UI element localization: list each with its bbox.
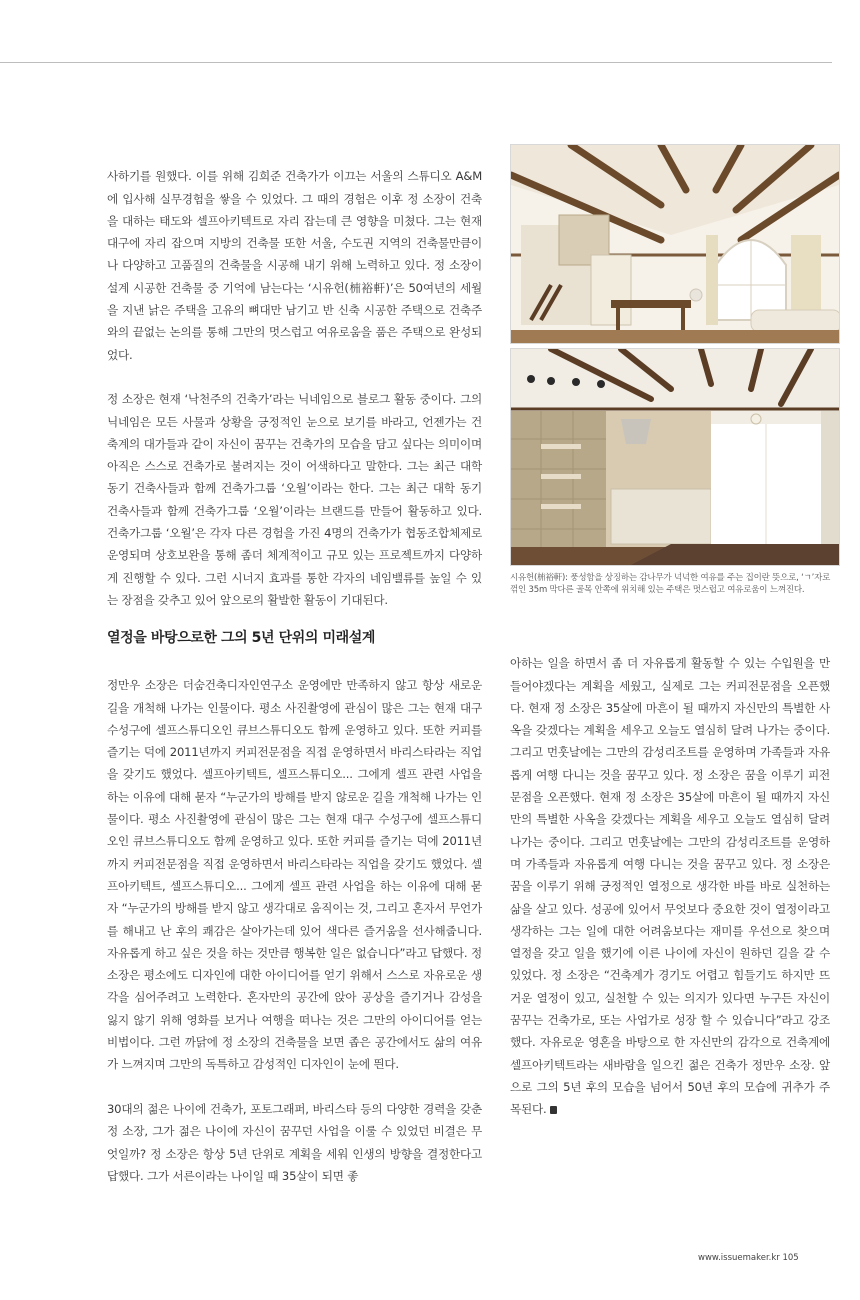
photo-caption: 시유헌(枾裕軒): 풍성함을 상징하는 감나무가 넉넉한 여유를 주는 집이란 뜻으로, ‘ㄱ’자로 꺾인 35m 막다른 골목 안쪽에 위치해 있는 주택은 멋스럽고 여유로움이 느껴진다.: [510, 573, 831, 595]
section-left-paragraph-1: 정만우 소장은 더숨건축디자인연구소 운영에만 만족하지 않고 항상 새로운 길을 개척해 나가는 인물이다. 평소 사진촬영에 관심이 많은 그는 현재 대구 수성구에 셀프스튜디오인 큐브스튜디오도 함께 운영하고 있다. 또한 커피를 즐기는 덕에 2011년까지 커피전문점을 직접 운영하면서 바리스타라는 직업을 갖기도 했었다. 셀프아키텍트, 셀프스튜디오... 그에게 셀프 관련 사업을 하는 이유에 대해 묻자 “누군가의 방해를 받지 않로운 길을 개척해 나가는 인물이다. 평소 사진촬영에 관심이 많은 그는 현재 대구 수성구에 셀프스튜디오인 큐브스튜디오도 함께 운영하고 있다. 또한 커피를 즐기는 덕에 2011년까지 커피전문점을 직접 운영하면서 바리스타라는 직업을 갖기도 했었다. 셀프아키텍트, 셀프스튜디오... 그에게 셀프 관련 사업을 하는 이유에 대해 묻자 “누군가의 방해를 받지 않고 생각대로 움직이는 것, 그리고 혼자서 무언가를 해내고 난 후의 쾌감은 살아가는데 있어 색다른 즐거움을 선사해줍니다. 자유롭게 하고 싶은 것을 하는 것만큼 행복한 일은 없습니다”라고 답했다. 정 소장은 평소에도 디자인에 대한 아이디어를 얻기 위해서 스스로 자유로운 생각을 심어주려고 노력한다. 혼자만의 공간에 앉아 공상을 즐기거나 감성을 잃지 않기 위해 영화를 보거나 여행을 떠나는 것은 그만의 아이디어를 얻는 비법이다. 그런 까닭에 정 소장의 건축물을 보면 좁은 공간에서도 삶의 여유가 느껴지며 그만의 독특하고 감성적인 디자인이 눈에 띈다.: [107, 678, 482, 1072]
attic-living-room-photo: [510, 144, 840, 344]
section-right-text: 아하는 일을 하면서 좀 더 자유롭게 활동할 수 있는 수입원을 만들어야겠다는 계획을 세웠고, 실제로 그는 커피전문점을 오픈했다. 현재 정 소장은 35살에 마흔이 될 때까지 자신만의 특별한 사옥을 갖겠다는 계획을 세우고 오늘도 열심히 달려 나가는 중이다. 그리고 먼훗날에는 그만의 감성리조트를 운영하며 가족들과 자유롭게 여행 다니는 것을 꿈꾸고 있다. 정 소장은 꿈을 이루기 피전문점을 오픈했다. 현재 정 소장은 35살에 마흔이 될 때까지 자신만의 특별한 사옥을 갖겠다는 계획을 세우고 오늘도 열심히 달려 나가는 중이다. 그리고 먼훗날에는 그만의 감성리조트를 운영하며 가족들과 자유롭게 여행 다니는 것을 꿈꾸고 있다. 정 소장은 꿈을 이루기 위해 긍정적인 열정으로 생각한 바를 바로 실천하는 삶을 살고 있다. 성공에 있어서 무엇보다 중요한 것이 열정이라고 생각하는 그는 일에 대한 어려움보다는 재미를 우선으로 찾으며 열정을 갖고 일을 했기에 이른 나이에 자신이 원하던 길을 갈 수 있었다. 정 소장은 “건축계가 경기도 어렵고 힘들기도 하지만 뜨거운 열정이 있고, 실천할 수 있는 의지가 있다면 누구든 자신이 꿈꾸는 건축가로, 또는 사업가로 성장 할 수 있습니다”라고 강조했다. 자유로운 영혼을 바탕으로 한 자신만의 감각으로 건축계에 셀프아키텍트라는 새바람을 일으킨 젊은 건축가 정만우 소장. 앞으로 그의 5년 후의 모습을 넘어서 50년 후의 모습에 귀추가 주목된다.: [510, 656, 830, 1117]
section-heading: 열정을 바탕으로한 그의 5년 단위의 미래설계: [107, 630, 375, 646]
section-right-column: [510, 630, 830, 1143]
page-footer: www.issuemaker.kr 105: [698, 1253, 799, 1263]
section-left-column: [107, 652, 482, 1209]
top-rule: [0, 62, 832, 63]
section-right-paragraph-1: [510, 652, 830, 1120]
end-mark-icon: [550, 1106, 557, 1114]
section-left-paragraph-2: 30대의 젊은 나이에 건축가, 포토그래퍼, 바리스타 등의 다양한 경력을 갖춘 정 소장, 그가 젊은 나이에 자신이 꿈꾸던 사업을 이룰 수 있었던 비결은 무엇일까? 정 소장은 항상 5년 단위로 계획을 세워 인생의 방향을 결정한다고 답했다. 그가 서른이라는 나이일 때 35살이 되면 좋: [107, 1101, 482, 1183]
article-intro-column: [107, 143, 482, 634]
kitchen-interior-photo: [510, 348, 840, 566]
intro-paragraph-2: 정 소장은 현재 ‘낙천주의 건축가’라는 닉네임으로 블로그 활동 중이다. 그의 닉네임은 모든 사물과 상황을 긍정적인 눈으로 보기를 바라고, 언젠가는 건축계의 대가들과 같이 자신이 꿈꾸는 건축가의 모습을 담고 싶다는 의미이며 아직은 스스로 건축가로 불려지는 것이 어색하다고 말한다. 그는 최근 대학 동기 건축사들과 함께 건축가그룹 ‘오월’이라는 한다. 그는 최근 대학 동기 건축사들과 함께 건축가그룹 ‘오월’이라는 브랜드를 만들어 활동하고 있다. 건축가그룹 ‘오월’은 각자 다른 경험을 가진 4명의 건축가가 협동조합체제로 운영되며 상호보완을 통해 좀더 체계적이고 규모 있는 프로젝트까지 다양하게 진행할 수 있다. 그런 시너지 효과를 통한 각자의 네임밸류를 높일 수 있는 장점을 갖추고 있어 앞으로의 활발한 활동이 기대된다.: [107, 392, 482, 607]
intro-paragraph-1: 사하기를 원했다. 이를 위해 김희준 건축가가 이끄는 서울의 스튜디오 A&M에 입사해 실무경험을 쌓을 수 있었다. 그 때의 경험은 이후 정 소장이 건축을 대하는 태도와 셀프아키텍트로 자리 잡는데 큰 영향을 미쳤다. 그는 현재 대구에 자리 잡으며 지방의 건축물 또한 서울, 수도권 지역의 건축물만큼이나 다양하고 고품질의 건축물을 시공해 내기 위해 노력하고 있다. 정 소장이 설계 시공한 건축물 중 기억에 남는다는 ‘시유헌(枾裕軒)’은 50여년의 세월을 지낸 낡은 주택을 고유의 뼈대만 남기고 반 신축 시공한 주택으로 건축주와의 끝없는 논의를 통해 그만의 멋스럽고 여유로움을 품은 주택으로 완성되었다.: [107, 169, 482, 362]
